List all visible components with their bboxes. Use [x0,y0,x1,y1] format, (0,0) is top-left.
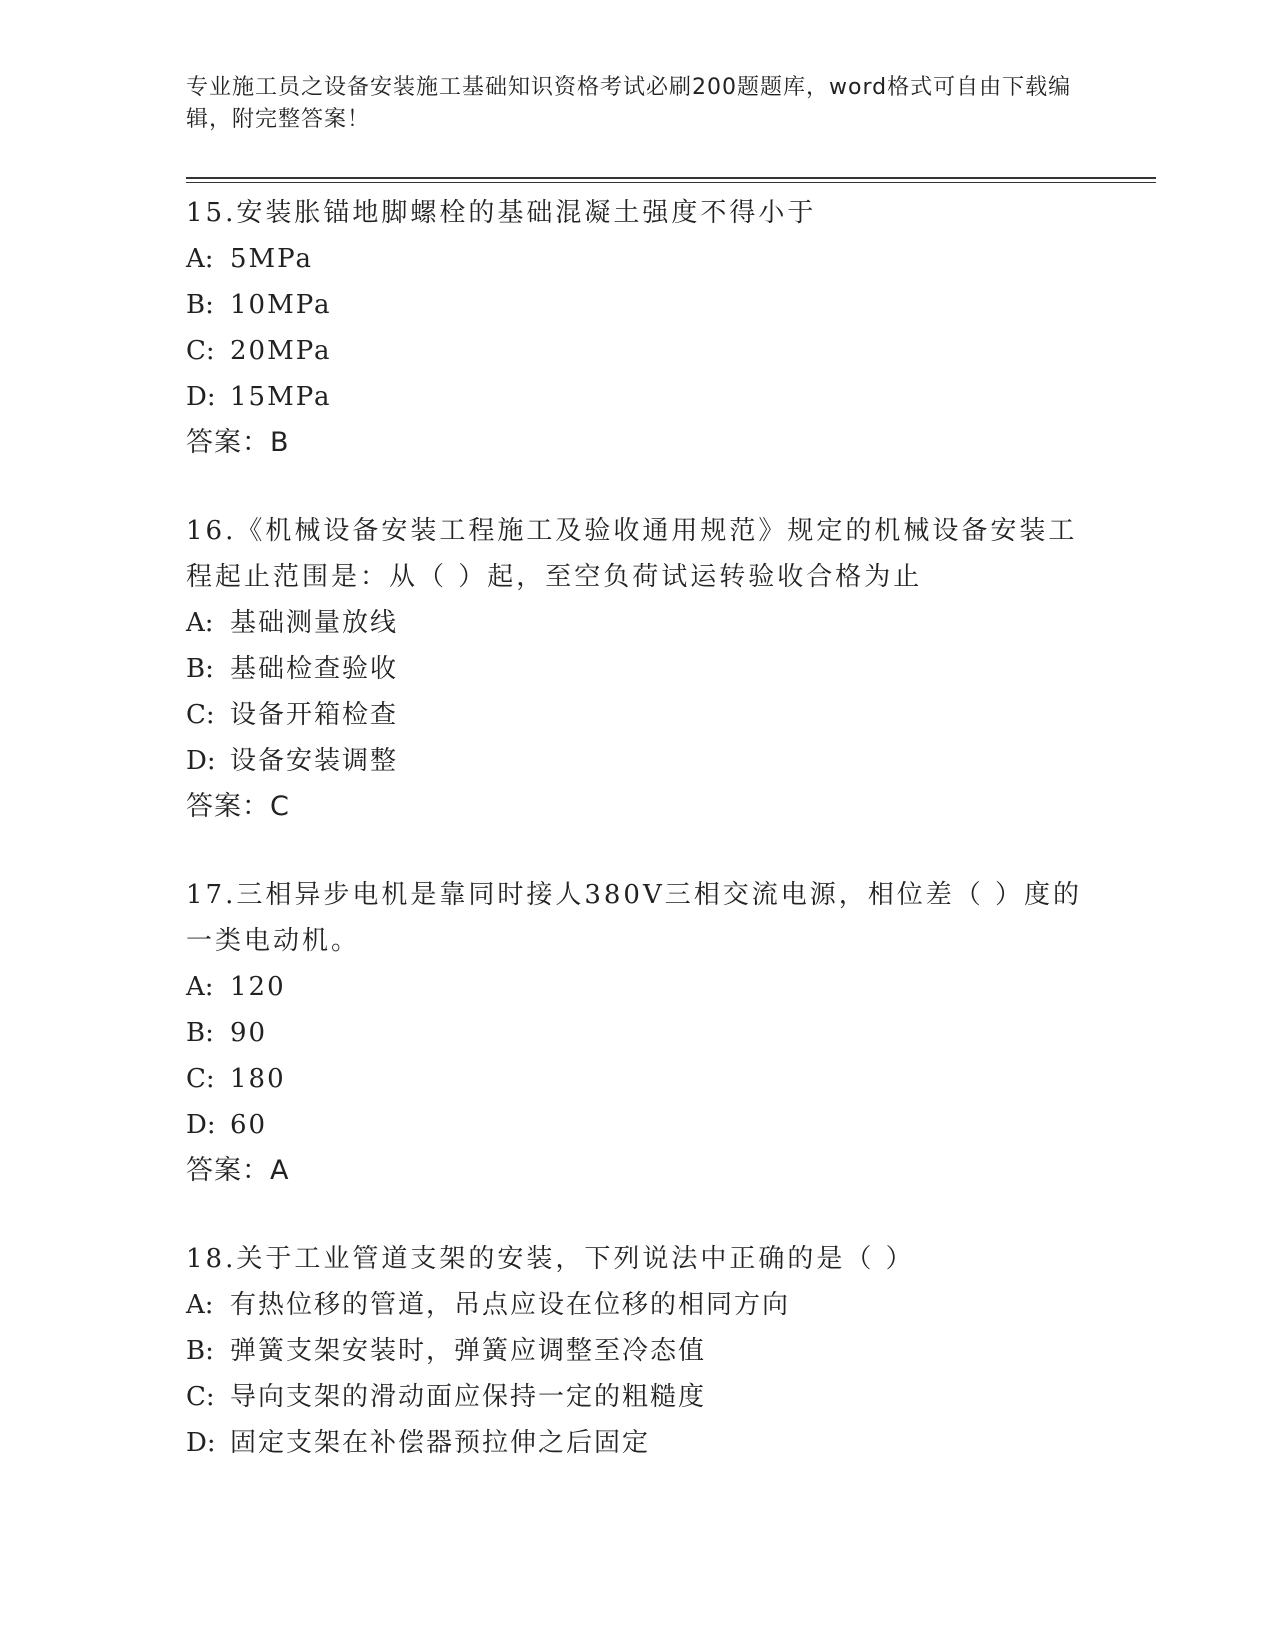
option-b [186,282,1086,328]
option-text: 基础检查验收 [230,654,399,684]
option-label: D: [186,1110,216,1140]
option-label: C: [186,700,215,730]
option-a [186,1282,1086,1328]
option-label: B: [186,1336,214,1366]
header-divider-thick [186,177,1156,179]
option-text: 固定支架在补偿器预拉伸之后固定 [230,1428,651,1458]
question-15 [186,190,1086,466]
option-text: 60 [230,1110,268,1140]
option-c [186,328,1086,374]
option-label: C: [186,336,215,366]
option-text: 15MPa [230,382,332,412]
option-text: 10MPa [230,290,332,320]
option-label: A: [186,1290,214,1320]
option-a [186,236,1086,282]
answer-line: 答案：A [186,1155,290,1186]
option-d [186,738,1086,784]
option-text: 弹簧支架安装时，弹簧应调整至冷态值 [230,1336,707,1366]
option-text: 设备开箱检查 [230,700,399,730]
option-text: 180 [230,1064,286,1094]
option-b [186,1010,1086,1056]
option-d [186,1420,1086,1466]
question-text: 15.安装胀锚地脚螺栓的基础混凝土强度不得小于 [186,198,817,228]
document-title: 专业施工员之设备安装施工基础知识资格考试必刷200题题库，word格式可自由下载编辑，附完整答案！ [186,75,1072,132]
answer-line: 答案：B [186,427,290,458]
option-d [186,1102,1086,1148]
option-b [186,646,1086,692]
question-text: 17.三相异步电机是靠同时接人380V三相交流电源，相位差（ ）度的一类电动机。 [186,880,1083,956]
answer-line: 答案：C [186,791,290,822]
option-text: 5MPa [230,244,313,274]
question-16 [186,508,1086,830]
option-label: D: [186,746,216,776]
header-divider-thin [186,182,1156,183]
option-c [186,1374,1086,1420]
option-label: A: [186,972,214,1002]
option-b [186,1328,1086,1374]
option-text: 20MPa [230,336,332,366]
option-text: 导向支架的滑动面应保持一定的粗糙度 [230,1382,707,1412]
question-17 [186,872,1086,1194]
option-label: D: [186,1428,216,1458]
option-label: D: [186,382,216,412]
option-label: A: [186,608,214,638]
question-18 [186,1236,1086,1466]
question-list [186,190,1086,1466]
option-text: 设备安装调整 [230,746,399,776]
question-text: 16.《机械设备安装工程施工及验收通用规范》规定的机械设备安装工程起止范围是：从（ ）起，至空负荷试运转验收合格为止 [186,516,1078,592]
option-text: 90 [230,1018,268,1048]
option-label: C: [186,1382,215,1412]
option-a [186,964,1086,1010]
option-text: 基础测量放线 [230,608,399,638]
option-label: B: [186,654,214,684]
option-label: B: [186,1018,214,1048]
question-text: 18.关于工业管道支架的安装，下列说法中正确的是（ ） [186,1244,915,1274]
option-a [186,600,1086,646]
option-c [186,692,1086,738]
option-d [186,374,1086,420]
option-label: A: [186,244,214,274]
option-label: B: [186,290,214,320]
option-text: 有热位移的管道，吊点应设在位移的相同方向 [230,1290,791,1320]
option-label: C: [186,1064,215,1094]
option-text: 120 [230,972,286,1002]
option-c [186,1056,1086,1102]
